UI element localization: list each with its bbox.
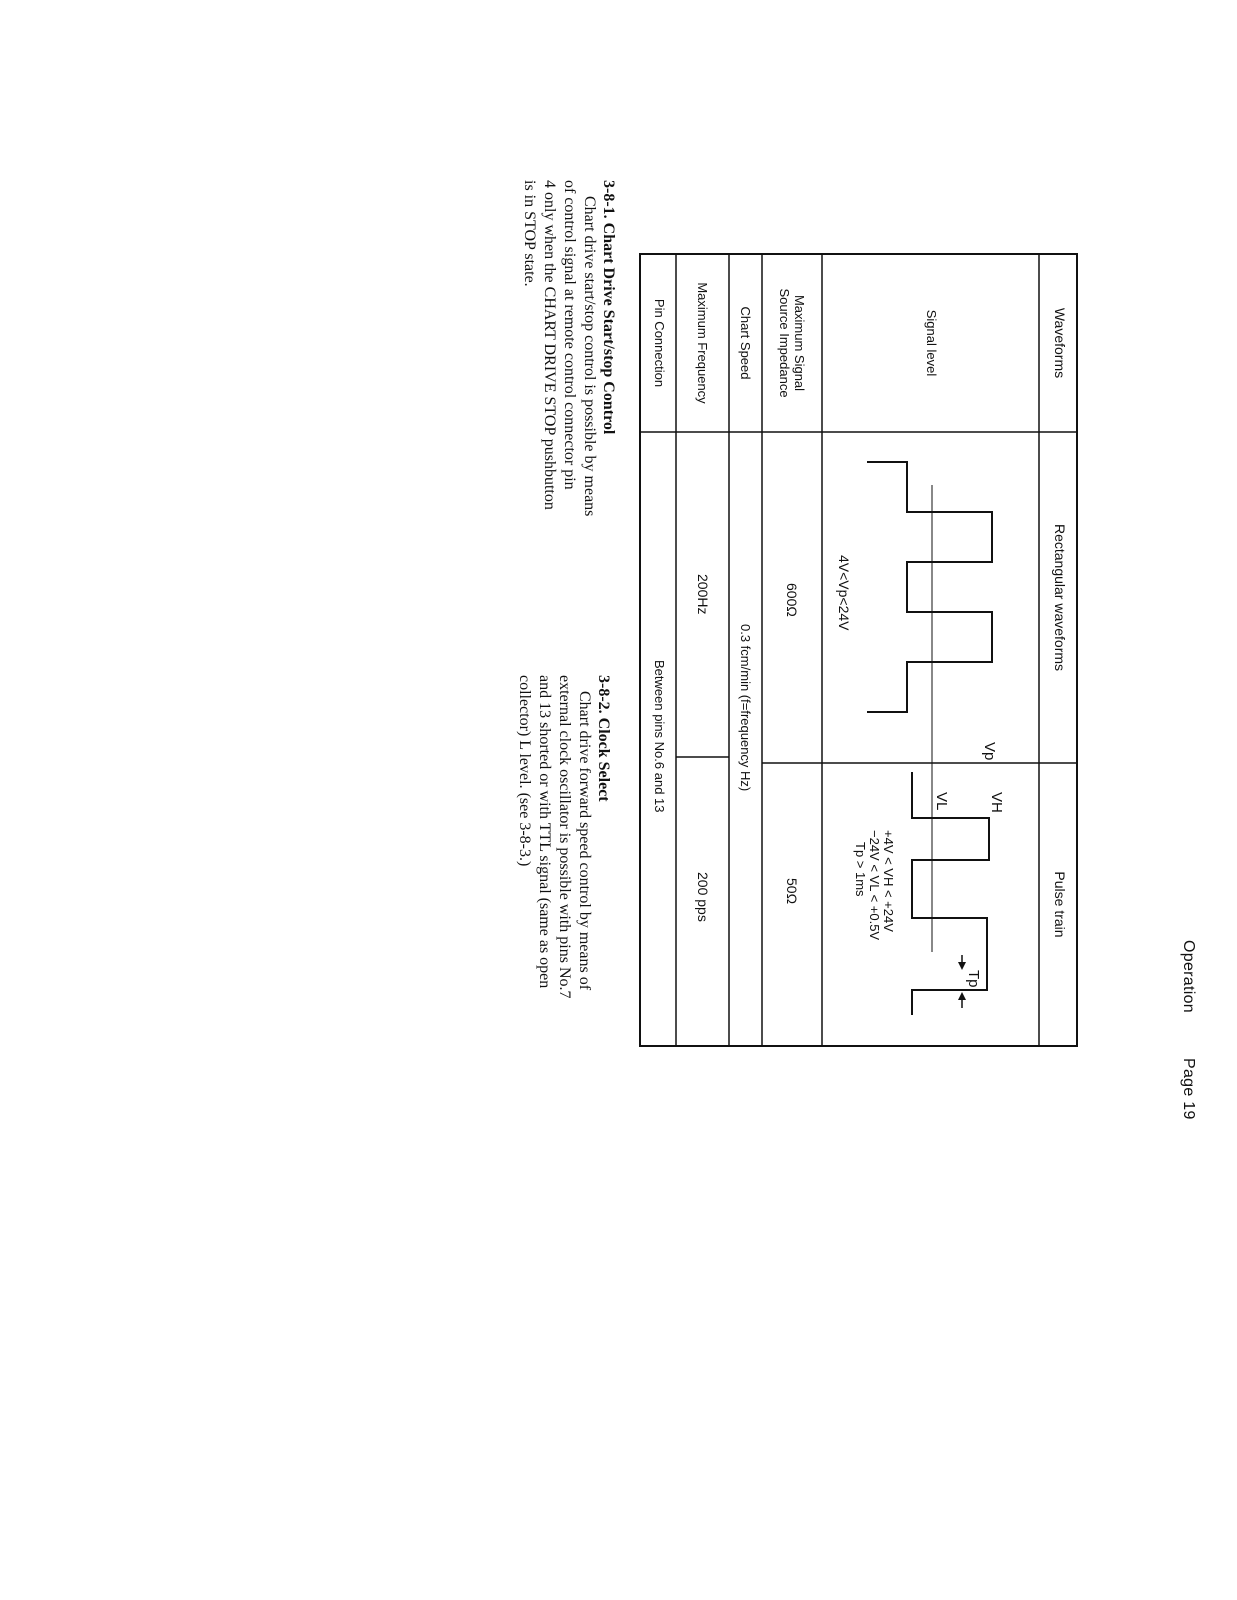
- section-clock-select-line-1: Chart drive forward speed control by means of: [576, 691, 593, 991]
- section-clock-select-line-3: and 13 shorted or with TTL signal (same as open: [536, 675, 553, 989]
- row-label-max-frequency: Maximum Frequency: [695, 282, 710, 404]
- row-label-impedance-line1: Maximum Signal: [792, 294, 807, 392]
- section-title: Operation: [1180, 940, 1197, 1013]
- row-label-impedance: [777, 254, 807, 432]
- pulse-condition-vl: −24V < VL < +0.5V: [867, 830, 882, 941]
- page-number: Page 19: [1180, 1058, 1197, 1120]
- pin-connection-value: Between pins No.6 and 13: [652, 660, 667, 813]
- tp-arrowhead-left: [958, 962, 966, 970]
- row-label-chart-speed: Chart Speed: [738, 306, 753, 380]
- rect-max-frequency: 200Hz: [695, 574, 711, 615]
- rect-condition: 4V<Vp<24V: [836, 555, 852, 631]
- pulse-max-frequency: 200 pps: [695, 872, 711, 922]
- pulse-header: Pulse train: [1052, 871, 1068, 938]
- section-clock-select-line-2: external clock oscillator is possible with pins No.7: [556, 675, 573, 999]
- pulse-impedance: 50Ω: [784, 878, 800, 905]
- chart-speed-value: 0.3 fcm/min (f=frequency Hz): [738, 624, 753, 792]
- tp-arrowhead-right: [958, 992, 966, 1000]
- rect-header: Rectangular waveforms: [1052, 523, 1068, 672]
- section-start-stop-heading: 3-8-1. Chart Drive Start/stop Control: [600, 180, 617, 435]
- vl-label: VL: [933, 792, 950, 811]
- rect-impedance: 600Ω: [784, 583, 800, 617]
- section-clock-select-heading: 3-8-2. Clock Select: [595, 675, 612, 802]
- section-clock-select-line-4: collector) L level. (see 3-8-3.): [516, 675, 533, 867]
- row-label-signal-level: Signal level: [924, 309, 939, 377]
- row-label-impedance-line2: Source Impedance: [777, 288, 792, 398]
- row-label-waveforms: Waveforms: [1052, 307, 1068, 379]
- row-label-pin-connection: Pin Connection: [652, 298, 667, 388]
- section-start-stop-line-2: of control signal at remote control connector pin: [561, 180, 578, 490]
- section-start-stop-line-3: 4 only when the CHART DRIVE STOP pushbutton: [541, 180, 558, 510]
- pulse-condition-tp: Tp > 1ms: [853, 842, 868, 897]
- section-start-stop: [519, 180, 617, 590]
- section-start-stop-line-4: is in STOP state.: [521, 180, 538, 287]
- section-start-stop-line-1: Chart drive start/stop control is possible by means: [581, 196, 598, 517]
- pulse-conditions: [853, 830, 895, 940]
- vp-label: Vp: [981, 742, 998, 761]
- tp-label: Tp: [965, 970, 982, 988]
- section-clock-select: [514, 675, 612, 1095]
- rectangular-waveform: [867, 462, 992, 712]
- vh-label: VH: [988, 792, 1005, 813]
- pulse-condition-vh: +4V < VH < +24V: [881, 830, 896, 932]
